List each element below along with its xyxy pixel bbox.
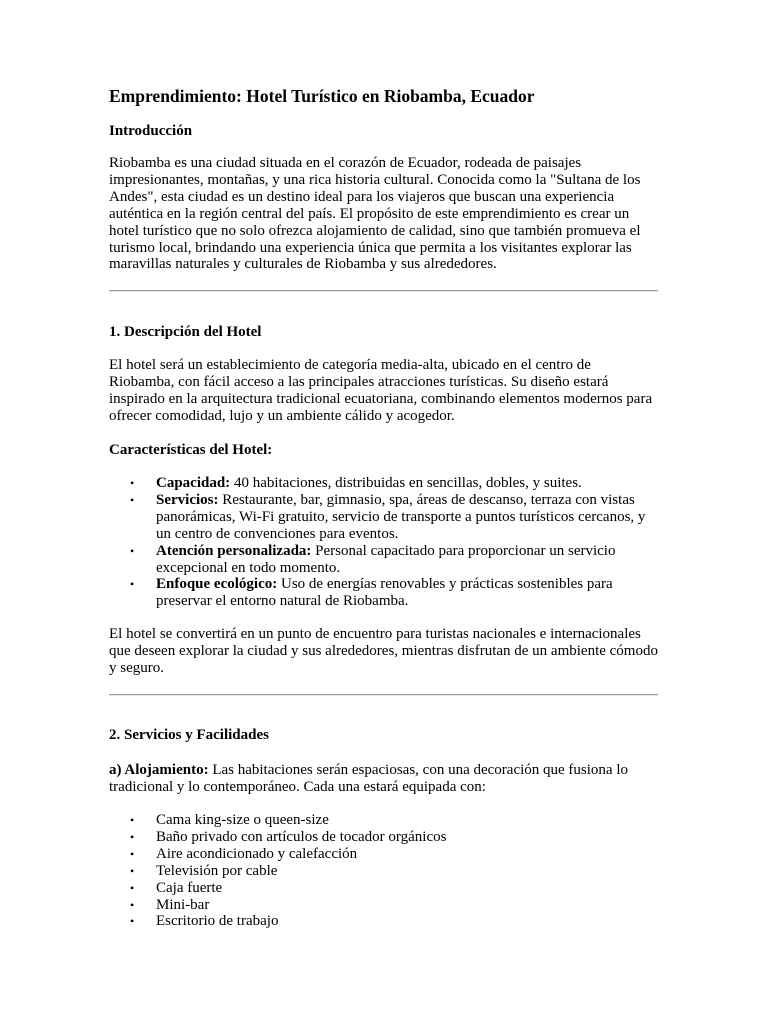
intro-paragraph: Riobamba es una ciudad situada en el corazón de Ecuador, rodeada de paisajes impresionantes, montañas, y una rica historia cultural. Conocida como la "Sultana de los Andes", esta ciudad es un destino ideal para los viajeros que buscan una experiencia auténtica en la región central del país. El propósito de este emprendimiento es crear un hotel turístico que no solo ofrezca alojamiento de calidad, sino que también promueva el turismo local, brindando una experiencia única que permita a los visitantes explorar las maravillas naturales y culturales de Riobamba y sus alrededores. xyxy=(109,155,641,273)
document-title: Emprendimiento: Hotel Turístico en Riobamba, Ecuador xyxy=(109,86,535,106)
bullet-icon: • xyxy=(130,829,135,844)
features-heading: Características del Hotel: xyxy=(109,442,273,458)
section-divider xyxy=(109,290,658,292)
list-item xyxy=(109,913,658,930)
feature-text: Personal capacitado para proporcionar un servicio excepcional en todo momento. xyxy=(156,542,616,576)
list-item xyxy=(109,576,658,610)
bullet-icon: • xyxy=(130,846,135,861)
amenity-text: Aire acondicionado y calefacción xyxy=(156,845,358,862)
lodging-label: a) Alojamiento: xyxy=(109,762,209,778)
amenity-text: Escritorio de trabajo xyxy=(156,913,279,930)
feature-text: 40 habitaciones, distribuidas en sencillas, dobles, y suites. xyxy=(230,475,582,491)
section1-paragraph: El hotel será un establecimiento de categoría media-alta, ubicado en el centro de Riobamba, con fácil acceso a las principales atracciones turísticas. Su diseño estará inspirado en la arquitectura tradicional ecuatoriana, combinando elementos modernos para ofrecer comodidad, lujo y un ambiente cálido y acogedor. xyxy=(109,357,653,424)
feature-label: Atención personalizada: xyxy=(156,542,312,559)
list-item xyxy=(109,492,658,543)
bullet-icon: • xyxy=(130,492,135,507)
bullet-icon: • xyxy=(130,880,135,895)
section2-heading: 2. Servicios y Facilidades xyxy=(109,727,269,743)
lodging-text: Las habitaciones serán espaciosas, con una decoración que fusiona lo tradicional y lo contemporáneo. Cada una estará equipada con: xyxy=(109,762,629,795)
bullet-icon: • xyxy=(130,914,135,929)
bullet-icon: • xyxy=(130,897,135,912)
feature-label: Capacidad: xyxy=(156,475,231,491)
list-item xyxy=(109,897,658,914)
list-item xyxy=(109,829,658,846)
list-item xyxy=(109,475,658,492)
list-item xyxy=(109,543,658,577)
amenities-list xyxy=(109,812,658,930)
bullet-icon: • xyxy=(130,543,135,558)
feature-text: Uso de energías renovables y prácticas sostenibles para preservar el entorno natural de Riobamba. xyxy=(156,576,613,610)
intro-heading: Introducción xyxy=(109,123,193,139)
features-list xyxy=(109,475,658,610)
feature-text: Restaurante, bar, gimnasio, spa, áreas de descanso, terraza con vistas panorámicas, Wi-Fi gratuito, servicio de transporte a puntos turísticos cercanos, y un centro de convenciones para eventos. xyxy=(156,491,646,542)
lodging-paragraph xyxy=(109,762,658,796)
list-item xyxy=(109,880,658,897)
bullet-icon: • xyxy=(130,813,135,827)
amenity-text: Caja fuerte xyxy=(156,879,223,896)
feature-label: Enfoque ecológico: xyxy=(156,576,278,593)
list-item xyxy=(109,863,658,880)
bullet-icon: • xyxy=(130,863,135,878)
bullet-icon: • xyxy=(130,577,135,592)
section-divider xyxy=(109,694,658,696)
amenity-text: Cama king-size o queen-size xyxy=(156,812,329,828)
list-item xyxy=(109,846,658,863)
section1-heading: 1. Descripción del Hotel xyxy=(109,324,262,340)
section1-closing-paragraph: El hotel se convertirá en un punto de encuentro para turistas nacionales e internacionales que deseen explorar la ciudad y sus alrededores, mientras disfrutan de un ambiente cómodo y seguro. xyxy=(109,626,658,676)
list-item xyxy=(109,812,658,829)
amenity-text: Baño privado con artículos de tocador orgánicos xyxy=(156,828,447,845)
amenity-text: Televisión por cable xyxy=(156,862,278,879)
bullet-icon: • xyxy=(130,476,135,490)
feature-label: Servicios: xyxy=(156,491,219,508)
amenity-text: Mini-bar xyxy=(156,896,210,913)
